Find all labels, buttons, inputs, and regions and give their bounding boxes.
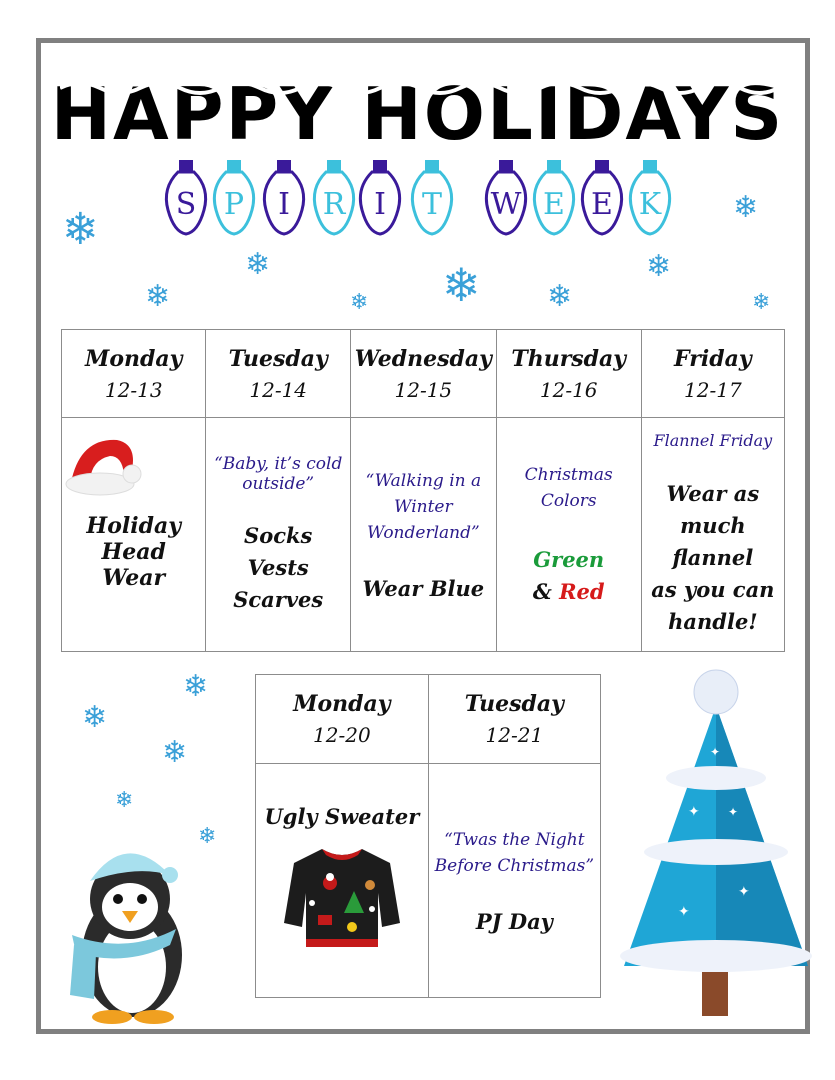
thursday-theme-cell [496, 418, 641, 652]
day-name: Tuesday [228, 345, 328, 372]
light-bulb-icon [166, 160, 205, 234]
theme-line: Before Christmas” [434, 856, 595, 876]
theme-line: Winter [394, 497, 453, 517]
wear-line: Ugly Sweater [264, 804, 420, 829]
wear-line: Socks [244, 522, 313, 548]
week1-header-row [62, 330, 785, 418]
day-date: 12-21 [485, 723, 544, 747]
theme-line: Wonderland” [367, 523, 480, 543]
ugly-sweater-cell [256, 764, 429, 998]
theme-line: “Walking in a [365, 471, 482, 491]
spirit-week-letter: P [223, 187, 245, 222]
light-bulb-icon [486, 160, 525, 234]
wear-line: Vests [247, 554, 309, 580]
wear-line: Holiday [86, 512, 182, 539]
day-name: Tuesday [464, 691, 564, 717]
snowflake-icon: ❄ [198, 824, 217, 849]
day-name: Monday [293, 691, 391, 717]
spirit-week-letter: E [543, 187, 565, 222]
week1-day-header [62, 330, 206, 418]
light-bulb-icon [412, 160, 451, 234]
spirit-week-letter: E [591, 187, 613, 222]
santa-hat-icon [62, 430, 144, 500]
snowflake-icon: ❄ [183, 669, 209, 704]
snowflake-icon: ❄ [245, 247, 271, 282]
snowflake-icon: ❄ [547, 279, 573, 314]
day-name: Wednesday [354, 345, 492, 372]
week1-day-header [350, 330, 496, 418]
day-name: Friday [674, 345, 752, 372]
svg-text:✦: ✦ [728, 805, 739, 819]
day-date: 12-14 [249, 377, 308, 402]
light-bulb-icon [582, 160, 621, 234]
snowflake-icon: ❄ [442, 258, 481, 312]
snowflake-icon: ❄ [350, 290, 369, 315]
snowflake-icon: ❄ [646, 249, 672, 284]
theme-line: “Baby, it’s cold [214, 453, 343, 474]
day-name: Monday [85, 345, 183, 372]
ugly-sweater-icon [282, 843, 402, 953]
week1-theme-row [62, 418, 785, 652]
theme-line: “Twas the Night [444, 830, 585, 850]
wear-line: Head [101, 538, 166, 565]
twas-the-night-cell [428, 764, 600, 998]
week2-day-header [428, 675, 600, 764]
theme-line: Flannel Friday [653, 431, 773, 450]
tuesday-theme-cell [206, 418, 351, 652]
snow-cap-decoration [60, 78, 778, 96]
penguin-icon [66, 835, 190, 1025]
svg-text:✦: ✦ [678, 904, 690, 920]
day-date: 12-20 [313, 723, 371, 747]
svg-text:✦: ✦ [688, 804, 700, 820]
theme-line: Christmas [524, 464, 613, 485]
svg-text:✦: ✦ [738, 884, 750, 900]
week1-schedule-table [61, 329, 785, 652]
color-red: Red [559, 578, 605, 604]
light-bulb-icon [630, 160, 669, 234]
light-bulb-icon [264, 160, 303, 234]
wear-line: Wear Blue [362, 576, 485, 601]
spirit-week-letter: I [278, 187, 290, 222]
spirit-week-letter: W [490, 187, 522, 222]
spirit-week-letter: I [374, 187, 386, 222]
wednesday-theme-cell [350, 418, 496, 652]
theme-line: outside” [242, 473, 315, 494]
snowflake-icon: ❄ [733, 190, 759, 225]
color-green: Green [533, 546, 605, 572]
light-bulb-icon [534, 160, 573, 234]
snowflake-icon: ❄ [62, 204, 99, 255]
week2-schedule-table [255, 674, 601, 998]
week1-day-header [496, 330, 641, 418]
week2-theme-row [256, 764, 601, 998]
snowflake-icon: ❄ [162, 735, 188, 770]
snowflake-icon: ❄ [752, 290, 771, 315]
spirit-week-letter: K [638, 187, 662, 222]
spirit-week-letter: T [421, 187, 443, 222]
snowflake-icon: ❄ [145, 279, 171, 314]
spirit-week-lights [158, 158, 688, 238]
svg-text:✦: ✦ [710, 745, 721, 759]
day-date: 12-16 [539, 377, 598, 402]
spirit-week-letter: R [322, 187, 346, 222]
day-date: 12-13 [104, 377, 163, 402]
snowflake-icon: ❄ [115, 788, 134, 813]
christmas-tree-icon [618, 666, 814, 1018]
week1-day-header [206, 330, 351, 418]
monday-theme-cell [62, 418, 206, 652]
week2-day-header [256, 675, 429, 764]
light-bulb-icon [360, 160, 399, 234]
ampersand: & [532, 578, 552, 604]
wear-line: Wear as [666, 481, 760, 506]
day-date: 12-17 [684, 377, 742, 402]
theme-line: Colors [540, 490, 597, 511]
friday-theme-cell [641, 418, 784, 652]
wear-line: Scarves [233, 586, 324, 612]
wear-line: as you can [651, 577, 775, 602]
light-bulb-icon [214, 160, 253, 234]
snowflake-icon: ❄ [82, 700, 108, 735]
wear-line: handle! [668, 609, 758, 634]
wear-line: Wear [102, 564, 166, 591]
day-name: Thursday [511, 345, 627, 372]
wear-line: PJ Day [475, 909, 553, 934]
week1-day-header [641, 330, 784, 418]
day-date: 12-15 [394, 377, 453, 402]
light-bulb-icon [314, 160, 353, 234]
week2-header-row [256, 675, 601, 764]
title-text: HAPPY HOLIDAYS [50, 72, 785, 156]
wear-line: much flannel [672, 513, 754, 570]
spirit-week-letter: S [175, 187, 197, 222]
